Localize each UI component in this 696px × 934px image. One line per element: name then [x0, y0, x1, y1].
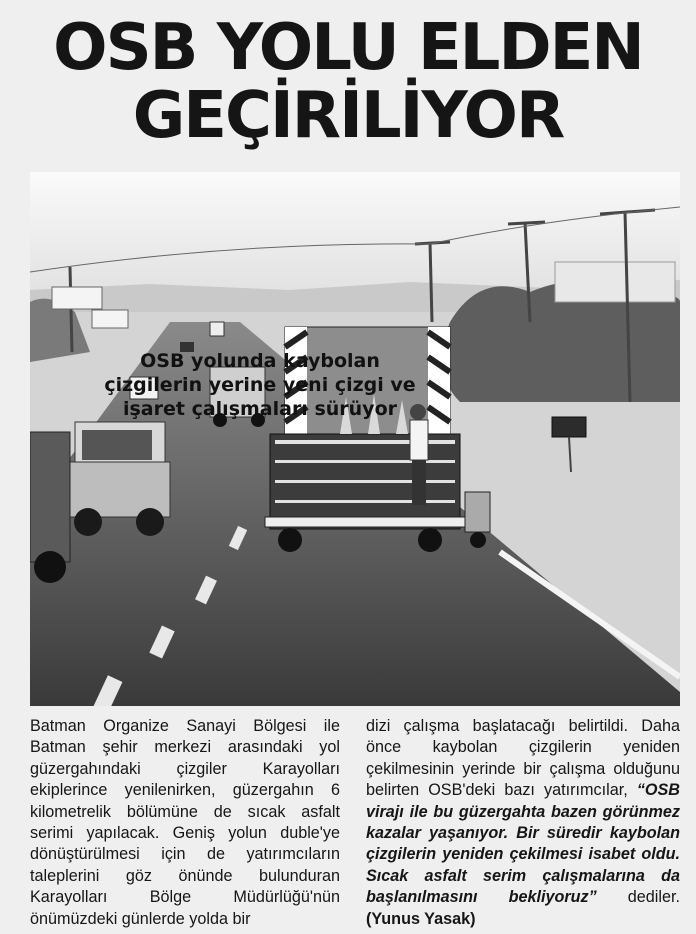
road-scene-illustration — [30, 172, 680, 706]
subhead-line-2: çizgilerin yerine yeni çizgi ve — [104, 374, 416, 396]
billboard-small — [92, 310, 128, 328]
headline — [0, 11, 696, 153]
headline-line-2: GEÇİRİLİYOR — [132, 79, 564, 153]
article-column-right — [366, 716, 680, 930]
byline: (Yunus Yasak) — [366, 909, 476, 928]
left-car — [30, 432, 70, 583]
investor-quote: “OSB virajı ile bu güzergahta bazen görünmez kazalar yaşanıyor. Bir süredir kaybolan çizgilerin yeniden çekilmesi isabet oldu. Sıcak asfalt serim çalışmalarına da başlanılmasını bekliyoruz” — [366, 781, 680, 907]
article-closing: dediler. — [596, 888, 680, 907]
article-column-left — [30, 716, 340, 930]
distant-truck — [210, 322, 224, 336]
article-text-right-intro: dizi çalışma başlatacağı belirtildi. Daha önce kaybolan çizgilerin yeniden çekilmesinin yerinde bir çalışma olduğunu belirten OSB'deki bazı yatırımcılar, — [366, 717, 680, 800]
subhead-line-1: OSB yolunda kaybolan — [140, 350, 380, 372]
news-photo — [30, 172, 680, 706]
subhead-line-3: işaret çalışmaları sürüyor — [122, 398, 397, 420]
headline-line-1: OSB YOLU ELDEN — [53, 11, 643, 85]
billboard — [52, 287, 102, 309]
building — [555, 262, 675, 302]
photo-caption-subhead — [74, 349, 446, 421]
article-text-left: Batman Organize Sanayi Bölgesi ile Batman şehir merkezi arasındaki yol güzergahındaki çizgiler Karayolları ekiplerince yenilenirken, güzergahın 6 kilometrelik bölümüne de sıcak asfalt serimi yapılacak. Geniş yolun duble'ye dönüştürülmesi için de yatırımcıların taleplerini göz önünde bulunduran Karayolları Bölge Müdürlüğü'nün önümüzdeki günlerde yolda bir — [30, 717, 340, 928]
